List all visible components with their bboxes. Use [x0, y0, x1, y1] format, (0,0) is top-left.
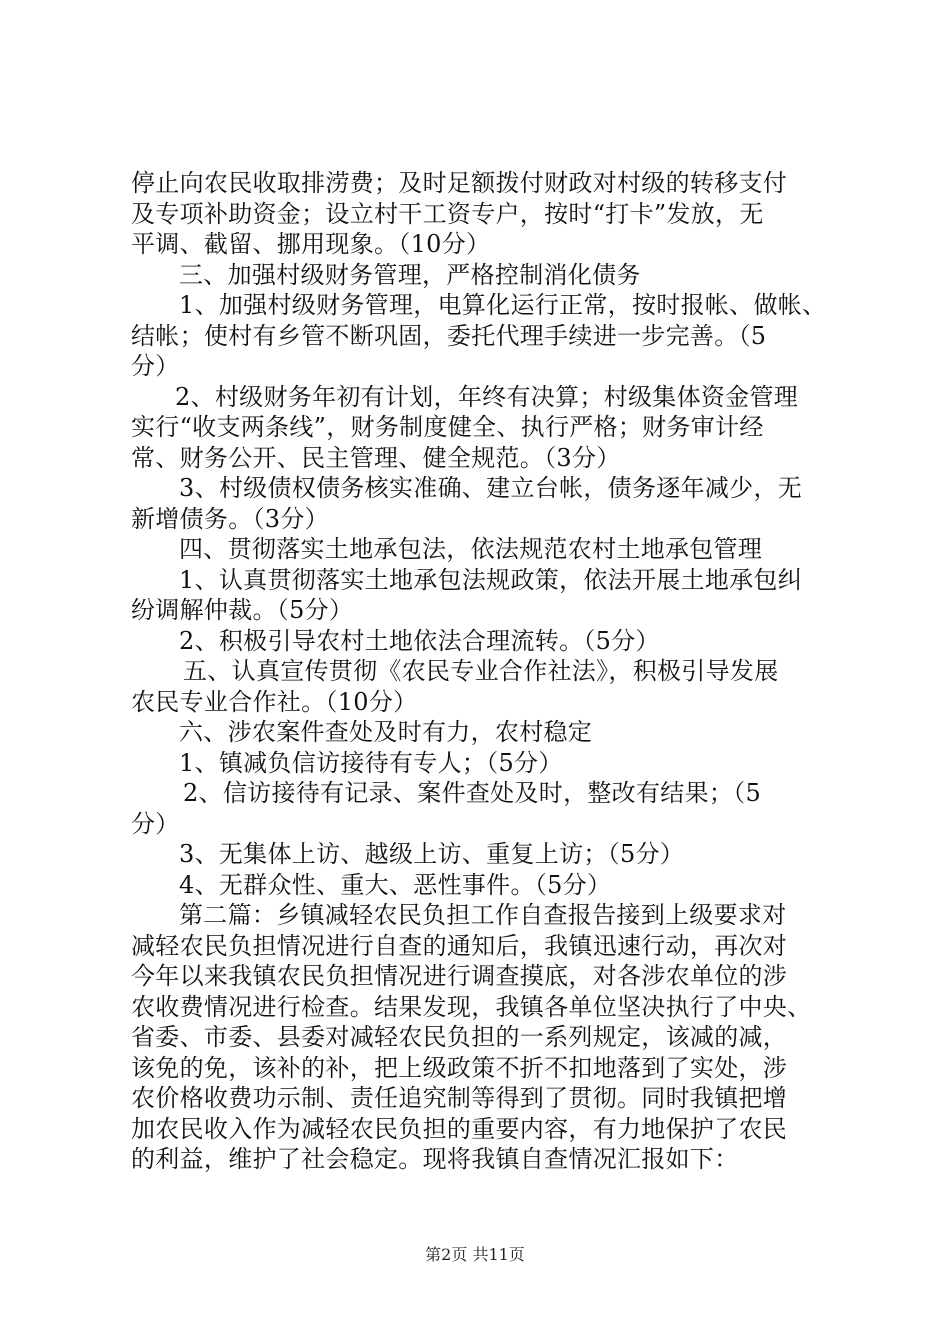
text-line: 实行“收支两条线”，财务制度健全、执行严格；财务审计经: [131, 413, 764, 441]
text-line: 该免的免，该补的补，把上级政策不折不扣地落到了实处，涉: [131, 1053, 788, 1082]
page-number-label: 第2页 共11页: [425, 1245, 525, 1264]
text-line: 省委、市委、县委对减轻农民负担的一系列规定，该减的减，: [131, 1023, 788, 1051]
text-line: 结帐；使村有乡管不断巩固，委托代理手续进一步完善。（5: [131, 321, 767, 350]
text-line: 分）: [131, 809, 180, 838]
section-heading: 四、贯彻落实土地承包法，依法规范农村土地承包管理: [179, 535, 763, 563]
text-line: 3、村级债权债务核实准确、建立台帐，债务逐年减少，无: [179, 474, 803, 502]
text-line: 停止向农民收取排涝费；及时足额拨付财政对村级的转移支付: [131, 169, 788, 197]
text-line: 农收费情况进行检查。结果发现，我镇各单位坚决执行了中央、: [131, 992, 812, 1021]
text-line: 减轻农民负担情况进行自查的通知后，我镇迅速行动，再次对: [131, 931, 788, 960]
section-heading: 六、涉农案件查处及时有力，农村稳定: [179, 718, 593, 746]
text-line: 纷调解仲裁。（5分）: [131, 596, 354, 624]
text-line: 1、加强村级财务管理，电算化运行正常，按时报帐、做帐、: [179, 291, 827, 319]
text-line: 2、村级财务年初有计划，年终有决算；村级集体资金管理: [175, 382, 799, 411]
document-body: [131, 168, 831, 1175]
text-line: 今年以来我镇农民负担情况进行调查摸底，对各涉农单位的涉: [131, 962, 788, 990]
text-line: 新增债务。（3分）: [131, 504, 329, 533]
section-heading: 五、认真宣传贯彻《农民专业合作社法》，积极引导发展: [183, 657, 779, 685]
text-line: 常、财务公开、民主管理、健全规范。（3分）: [131, 443, 621, 472]
section-heading: 第二篇：乡镇减轻农民负担工作自查报告接到上级要求对: [179, 901, 787, 929]
text-line: 的利益，维护了社会稳定。现将我镇自查情况汇报如下：: [131, 1145, 739, 1173]
text-line: 2、信访接待有记录、案件查处及时，整改有结果；（5: [183, 779, 762, 807]
text-line: 2、积极引导农村土地依法合理流转。（5分）: [179, 626, 660, 655]
text-line: 平调、截留、挪用现象。（10分）: [131, 230, 491, 258]
text-line: 农价格收费功示制、责任追究制等得到了贯彻。同时我镇把增: [131, 1084, 788, 1112]
text-line: 1、镇减负信访接待有专人；（5分）: [179, 748, 563, 777]
text-line: 分）: [131, 352, 180, 380]
page-footer: [0, 1245, 950, 1265]
text-line: 3、无集体上访、越级上访、重复上访；（5分）: [179, 840, 685, 868]
text-line: 农民专业合作社。（10分）: [131, 687, 418, 716]
section-heading: 三、加强村级财务管理，严格控制消化债务: [179, 260, 641, 289]
text-line: 1、认真贯彻落实土地承包法规政策，依法开展土地承包纠: [179, 565, 803, 594]
text-line: 及专项补助资金；设立村干工资专户，按时“打卡”发放，无: [131, 199, 764, 228]
text-line: 加农民收入作为减轻农民负担的重要内容，有力地保护了农民: [131, 1114, 788, 1143]
text-line: 4、无群众性、重大、恶性事件。（5分）: [179, 870, 612, 899]
